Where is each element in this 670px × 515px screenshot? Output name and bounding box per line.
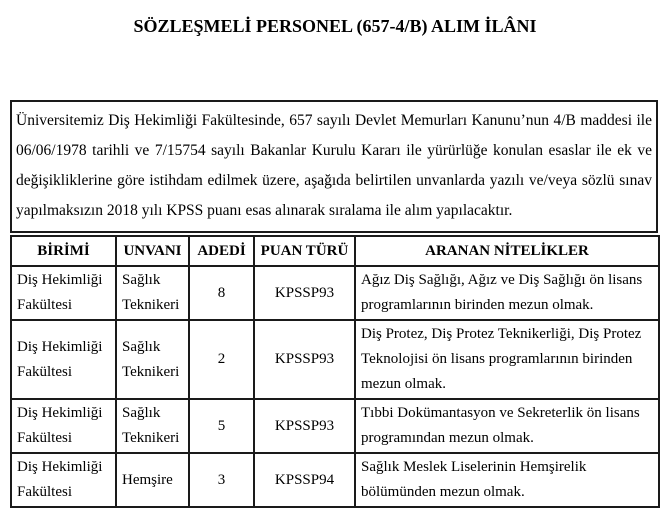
cell-nitelikler: Diş Protez, Diş Protez Teknikerliği, Diş Protez Teknolojisi ön lisans programlarının birinden mezun olmak. bbox=[355, 320, 659, 399]
cell-puan-turu: KPSSP94 bbox=[254, 453, 355, 507]
cell-adedi: 5 bbox=[189, 399, 254, 453]
cell-birimi: Diş Hekimliği Fakültesi bbox=[11, 320, 116, 399]
cell-adedi: 3 bbox=[189, 453, 254, 507]
cell-puan-turu: KPSSP93 bbox=[254, 399, 355, 453]
cell-unvani: Hemşire bbox=[116, 453, 189, 507]
table-row bbox=[11, 399, 659, 453]
cell-birimi: Diş Hekimliği Fakültesi bbox=[11, 266, 116, 320]
cell-adedi: 8 bbox=[189, 266, 254, 320]
col-header-nitelikler: ARANAN NİTELİKLER bbox=[355, 236, 659, 266]
table-row bbox=[11, 266, 659, 320]
table-header-row bbox=[11, 236, 659, 266]
col-header-unvani: UNVANI bbox=[116, 236, 189, 266]
cell-puan-turu: KPSSP93 bbox=[254, 320, 355, 399]
col-header-birimi: BİRİMİ bbox=[11, 236, 116, 266]
intro-box bbox=[10, 100, 658, 233]
cell-adedi: 2 bbox=[189, 320, 254, 399]
cell-nitelikler: Tıbbi Dokümantasyon ve Sekreterlik ön lisans programından mezun olmak. bbox=[355, 399, 659, 453]
col-header-puan-turu: PUAN TÜRÜ bbox=[254, 236, 355, 266]
cell-birimi: Diş Hekimliği Fakültesi bbox=[11, 399, 116, 453]
table-row bbox=[11, 453, 659, 507]
recruitment-table bbox=[10, 235, 660, 508]
intro-paragraph: Üniversitemiz Diş Hekimliği Fakültesinde, 657 sayılı Devlet Memurları Kanunu’nun 4/B maddesi ile 06/06/1978 tarihli ve 7/15754 sayılı Bakanlar Kurulu Kararı ile yürürlüğe konulan esaslar ile ek ve değişikliklerine göre istihdam edilmek üzere, aşağıda belirtilen unvanlarda yazılı ve/veya sözlü sınav yapılmaksızın 2018 yılı KPSS puanı esas alınarak sıralama ile alım yapılacaktır. bbox=[16, 112, 652, 219]
page-title: SÖZLEŞMELİ PERSONEL (657-4/B) ALIM İLÂNI bbox=[133, 16, 537, 36]
announcement-page bbox=[0, 15, 670, 515]
cell-unvani: Sağlık Teknikeri bbox=[116, 320, 189, 399]
cell-unvani: Sağlık Teknikeri bbox=[116, 399, 189, 453]
cell-nitelikler: Sağlık Meslek Liselerinin Hemşirelik bölümünden mezun olmak. bbox=[355, 453, 659, 507]
table-row bbox=[11, 320, 659, 399]
cell-birimi: Diş Hekimliği Fakültesi bbox=[11, 453, 116, 507]
table-header bbox=[11, 236, 659, 266]
cell-unvani: Sağlık Teknikeri bbox=[116, 266, 189, 320]
cell-puan-turu: KPSSP93 bbox=[254, 266, 355, 320]
cell-nitelikler: Ağız Diş Sağlığı, Ağız ve Diş Sağlığı ön lisans programlarının birinden mezun olmak. bbox=[355, 266, 659, 320]
col-header-adedi: ADEDİ bbox=[189, 236, 254, 266]
